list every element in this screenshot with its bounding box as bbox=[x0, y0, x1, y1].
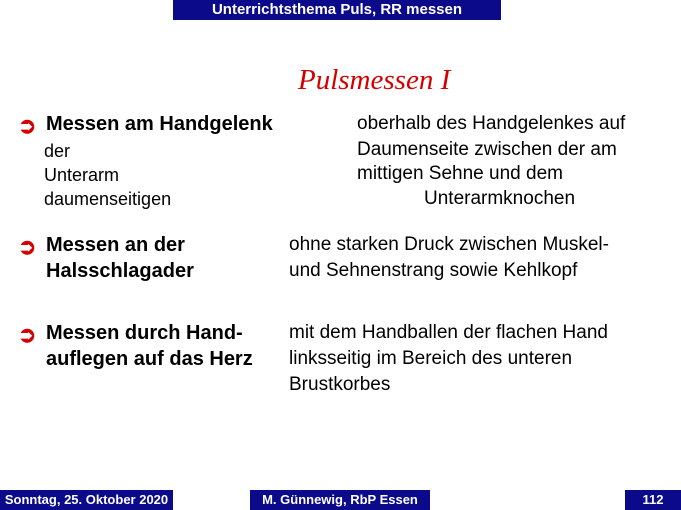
arrow-bullet-icon: ➲ bbox=[18, 234, 37, 259]
footer-date: Sonntag, 25. Oktober 2020 bbox=[4, 492, 169, 507]
item-heading: auflegen auf das Herz bbox=[46, 348, 253, 370]
item-description: Unterarmknochen bbox=[424, 188, 576, 209]
footer-date-bar bbox=[0, 490, 173, 510]
item-description: linksseitig im Bereich des unteren bbox=[289, 348, 573, 369]
slide-title: Pulsmessen I bbox=[298, 64, 451, 96]
item-description: Daumenseite zwischen der am bbox=[357, 139, 617, 160]
item-heading: Messen am Handgelenk bbox=[46, 113, 273, 135]
item-heading: Messen durch Hand- bbox=[46, 322, 243, 344]
item-sub-text: der bbox=[44, 141, 71, 161]
footer-page-bar bbox=[625, 490, 681, 510]
item-sub-text: daumenseitigen bbox=[44, 189, 172, 209]
item-description: Brustkorbes bbox=[289, 374, 391, 395]
arrow-bullet-icon: ➲ bbox=[18, 113, 37, 138]
arrow-bullet-icon: ➲ bbox=[18, 322, 37, 347]
item-description: mit dem Handballen der flachen Hand bbox=[289, 322, 608, 343]
item-heading: Halsschlagader bbox=[46, 260, 194, 282]
item-description: ohne starken Druck zwischen Muskel- bbox=[289, 234, 609, 255]
topic-title: Unterrichtsthema Puls, RR messen bbox=[211, 1, 463, 18]
page-number: 112 bbox=[642, 492, 664, 507]
footer-author: M. Günnewig, RbP Essen bbox=[262, 492, 418, 507]
footer-author-bar bbox=[250, 490, 430, 510]
item-description: und Sehnenstrang sowie Kehlkopf bbox=[289, 260, 578, 281]
topic-bar bbox=[173, 0, 501, 20]
item-description: mittigen Sehne und dem bbox=[357, 163, 563, 184]
item-sub-text: Unterarm bbox=[44, 165, 120, 185]
item-heading: Messen an der bbox=[46, 234, 185, 256]
item-description: oberhalb des Handgelenkes auf bbox=[357, 113, 626, 134]
